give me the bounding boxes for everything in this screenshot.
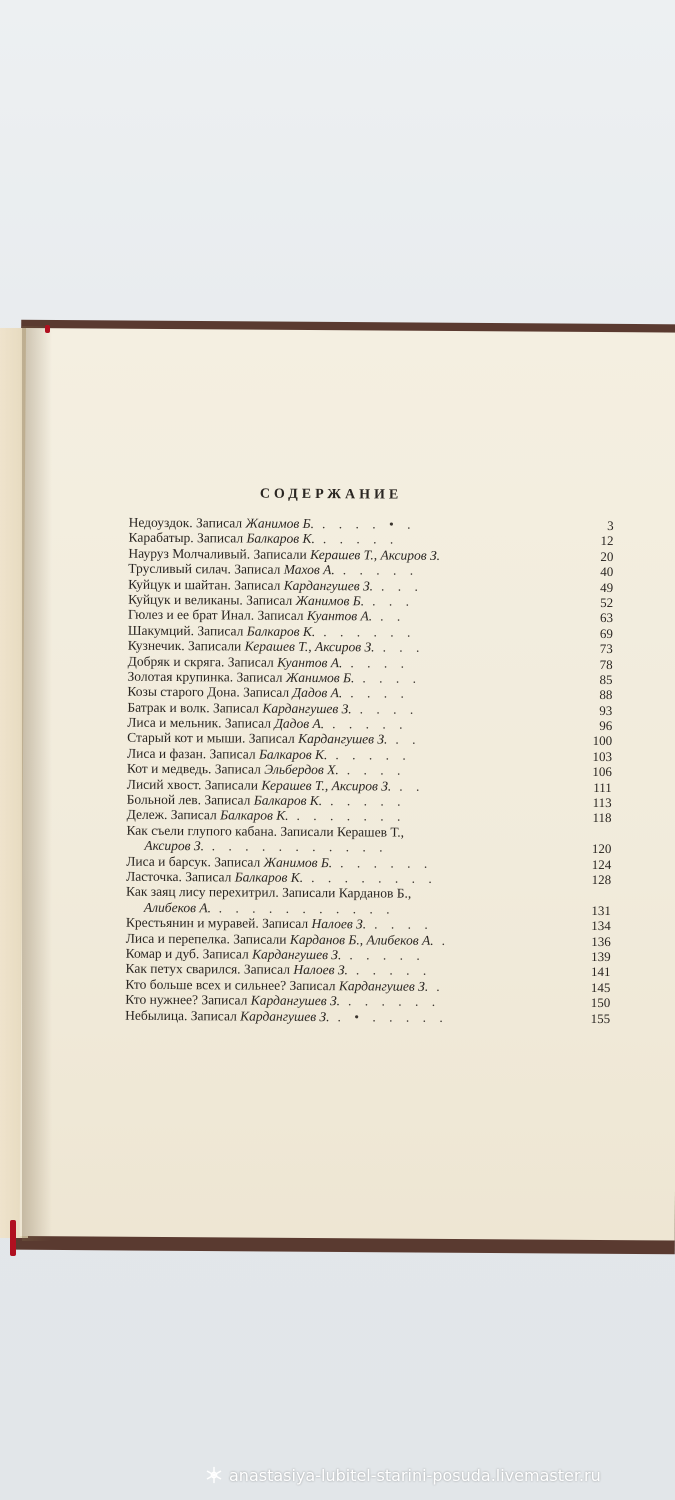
toc-entry-author: Балкаров К. xyxy=(258,746,328,762)
toc-entry-title: Крестьянин и муравей. Записал xyxy=(125,914,312,932)
toc-entry-dots: . . xyxy=(399,778,425,794)
toc-entry-title: Добряк и скряга. Записал xyxy=(127,653,278,670)
toc-entry-author: Карданов Б., Алибеков А. xyxy=(289,931,434,948)
toc-entry-dots: . . . . . . xyxy=(340,854,433,871)
toc-entry-title: Небылица. Записал xyxy=(125,1007,241,1024)
toc-entry-page: 111 xyxy=(593,779,612,795)
toc-entry-dots: . xyxy=(441,932,451,948)
toc-entry-title: Недоуздок. Записал xyxy=(128,514,246,531)
toc-entry-author: Кардангушев З. xyxy=(250,992,341,1009)
toc-entry-page: 120 xyxy=(591,841,612,857)
toc-entry-dots: . . . . . xyxy=(342,562,419,578)
toc-entry-author: Жанимов Б. xyxy=(245,515,315,532)
toc-entry-author: Кардангушев З. xyxy=(283,577,374,593)
toc-entry-author: Жанимов Б. xyxy=(263,854,333,870)
toc-entry-page: 3 xyxy=(607,518,614,534)
toc-entry-author: Балкаров К. xyxy=(246,530,315,547)
toc-entry-page: 134 xyxy=(591,918,611,934)
toc-entry-author: Балкаров К. xyxy=(220,807,289,824)
toc-entry-author: Куантов А. xyxy=(277,654,343,670)
toc-entry-page: 69 xyxy=(599,625,613,641)
toc-entry-dots: . . . . xyxy=(374,916,433,933)
toc-entry-title: Трусливый силач. Записал xyxy=(128,560,284,577)
toc-entry-author: Балкаров К. xyxy=(246,623,316,639)
toc-entry-title: Куйцук и шайтан. Записал xyxy=(128,576,284,593)
toc-entry-author: Балкаров К. xyxy=(253,792,323,809)
toc-entry-dots: . . . . . . xyxy=(348,993,441,1010)
toc-entry-dots: . . . xyxy=(372,593,415,609)
toc-entry-dots: . . . . . . xyxy=(323,623,416,640)
toc-entry-dots: . . xyxy=(395,732,421,748)
toc-entry-title: Больной лев. Записал xyxy=(126,791,254,808)
toc-entry-page: 128 xyxy=(591,871,612,888)
toc-entry-title: Как петух сварился. Записал xyxy=(125,961,294,978)
toc-entry-page: 78 xyxy=(599,656,613,672)
toc-entry-page: 124 xyxy=(591,856,612,872)
toc-entry-title: Старый кот и мыши. Записал xyxy=(127,730,299,747)
toc-entry-page: 155 xyxy=(590,1010,611,1026)
toc-entry-page: 40 xyxy=(600,564,614,580)
toc-entry-dots: . . xyxy=(380,608,406,624)
toc-entry-page: 141 xyxy=(590,964,611,980)
toc-entry-title: Козы старого Дона. Записал xyxy=(127,684,293,701)
toc-entry-author: Кардангушев З. xyxy=(298,731,388,748)
toc-entry-dots: . xyxy=(436,978,445,994)
toc-entry-dots: . . . . . . . . . . . xyxy=(211,838,388,855)
toc-entry-author: Куантов А. xyxy=(306,608,373,624)
toc-entry-dots: . . . . . xyxy=(322,531,399,547)
toc-entry-author: Керашев Т., Аксиров З. xyxy=(261,777,392,794)
toc-entry-dots: . . . . . . . . . . . xyxy=(218,900,395,917)
toc-entry-author: Алибеков А. xyxy=(143,899,212,916)
toc-entry-dots xyxy=(404,824,412,839)
toc-entry-title: Карабатыр. Записал xyxy=(128,530,247,546)
toc-entry-author: Налоев З. xyxy=(311,916,367,932)
toc-entry-author: Дадов А. xyxy=(292,685,343,701)
toc-entry-title: Кот и медведь. Записал xyxy=(126,760,265,777)
toc-entry-title: Гюлез и ее брат Инал. Записал xyxy=(127,607,308,624)
book-page xyxy=(20,328,675,1241)
toc-entry-dots: . . . . . xyxy=(349,947,425,963)
toc-entry-dots: . • . . . . . xyxy=(337,1008,448,1025)
toc-entry-dots xyxy=(411,886,419,901)
toc-entry-title: Куйцук и великаны. Записал xyxy=(128,591,296,608)
toc-entry-page: 103 xyxy=(592,748,613,764)
toc-entry-title: Науруз Молчаливый. Записали xyxy=(128,545,311,562)
toc-entry-dots: . . . . xyxy=(359,701,419,717)
toc-entry-text xyxy=(125,1007,448,1025)
toc-entry-author: Кардангушев З. xyxy=(240,1008,330,1024)
toc-entry-page: 20 xyxy=(600,548,614,564)
toc-entry-author: Махов А. xyxy=(283,561,335,578)
toc-entry-title: Лиса и мельник. Записал xyxy=(127,714,275,731)
toc-entry-author: Керашев Т., Аксиров З. xyxy=(310,546,441,563)
toc-entry-dots: . . . . . xyxy=(330,793,406,809)
toc-entry-page: 136 xyxy=(591,933,611,949)
toc-entry-title: Лиса и перепелка. Записали xyxy=(125,930,290,947)
toc-entry-author: Керашев Т., Аксиров З. xyxy=(244,638,375,655)
toc-entry-page: 118 xyxy=(592,810,612,826)
toc-entry-page: 85 xyxy=(599,671,613,688)
toc-title: СОДЕРЖАНИЕ xyxy=(259,486,403,503)
toc-entry-text xyxy=(126,838,388,855)
toc-entry-dots: . . . . xyxy=(362,670,422,686)
toc-entry-page: 131 xyxy=(591,902,612,918)
toc-entry-page: 88 xyxy=(599,687,613,703)
toc-entry-title: Как съели глупого кабана. Записали Керашев Т., xyxy=(126,822,405,840)
toc-entry-dots: . . . . . xyxy=(332,716,408,732)
toc-entry-dots: . . . . xyxy=(350,685,409,701)
toc-entry-author: Налоев З. xyxy=(293,962,348,978)
toc-entry-author: Кардангушев З. xyxy=(338,977,429,994)
toc-entry-author: Жанимов Б. xyxy=(295,592,365,609)
toc-entry-page: 150 xyxy=(590,995,611,1011)
toc-entry-title: Лиса и барсук. Записал xyxy=(126,853,264,870)
toc-entry-dots: . . . . . . . xyxy=(296,808,406,825)
toc-entry-page: 145 xyxy=(590,979,611,995)
toc-entry-page: 12 xyxy=(600,533,614,549)
toc-entry-author: Эльбердов Х. xyxy=(264,761,339,778)
toc-entry-page: 93 xyxy=(599,702,613,718)
toc-entry-title: Кто нужнее? Записал xyxy=(125,991,251,1008)
toc-entry-author: Балкаров К. xyxy=(234,869,304,885)
toc-entry-dots: . . . . • . xyxy=(321,516,416,532)
toc-entry-page: 49 xyxy=(600,579,614,595)
bookmark-thread-bottom xyxy=(10,1220,16,1256)
toc-entry-title: Как заяц лису перехитрил. Записали Карданов Б., xyxy=(126,884,412,902)
toc-entry-title: Лисий хвост. Записали xyxy=(126,776,262,793)
watermark-text: anastasiya-lubitel-starini-posuda.livemaster.ru xyxy=(229,1466,601,1485)
toc-entry-dots xyxy=(440,548,448,563)
toc-entry-title: Ласточка. Записал xyxy=(126,868,235,885)
toc-entry-dots: . . . . xyxy=(350,654,410,671)
toc-entry-author: Дадов А. xyxy=(274,715,325,732)
toc-entry-dots: . . . . . xyxy=(355,962,432,979)
toc-entry-page: 139 xyxy=(591,948,611,965)
toc-entry-page: 73 xyxy=(599,641,613,657)
toc-entry-author: Аксиров З. xyxy=(144,838,205,854)
bookmark-thread-top xyxy=(45,325,50,333)
toc-entry-page: 100 xyxy=(592,733,613,749)
toc-entry-dots: . . . xyxy=(382,639,425,655)
toc-entry-title: Дележ. Записал xyxy=(126,807,221,823)
toc-entry-page: 63 xyxy=(599,610,614,626)
toc-entry-page: 52 xyxy=(600,594,614,611)
toc-entry-dots: . . . . . . . . xyxy=(311,869,437,886)
toc-entry-title: Лиса и фазан. Записал xyxy=(126,745,260,762)
toc-entry-title: Золотая крупинка. Записал xyxy=(127,668,286,685)
toc-entry xyxy=(125,1007,610,1026)
toc-entry-title: Батрак и волк. Записал xyxy=(127,699,263,716)
toc-entry-dots: . . . xyxy=(381,578,423,594)
watermark xyxy=(205,1466,675,1485)
toc-list xyxy=(125,515,614,1026)
toc-entry-dots: . . . . xyxy=(346,762,406,778)
toc-entry-title: Шакумций. Записал xyxy=(127,622,247,639)
snowflake-icon xyxy=(205,1466,223,1484)
toc-entry-page: 113 xyxy=(592,794,612,811)
toc-entry-author: Жанимов Б. xyxy=(285,669,355,686)
toc-entry-title: Кто больше всех и сильнее? Записал xyxy=(125,976,339,993)
toc-entry-dots: . . . . . xyxy=(335,747,411,763)
toc-entry-title: Комар и дуб. Записал xyxy=(125,945,253,962)
toc-entry-page: 106 xyxy=(592,764,612,780)
spine-shadow xyxy=(22,326,52,1241)
toc-entry-page: 96 xyxy=(599,718,613,734)
toc-entry-author: Кардангушев З. xyxy=(262,700,352,716)
toc-entry-title: Кузнечик. Записали xyxy=(127,637,245,654)
toc-entry-author: Кардангушев З. xyxy=(252,946,342,963)
